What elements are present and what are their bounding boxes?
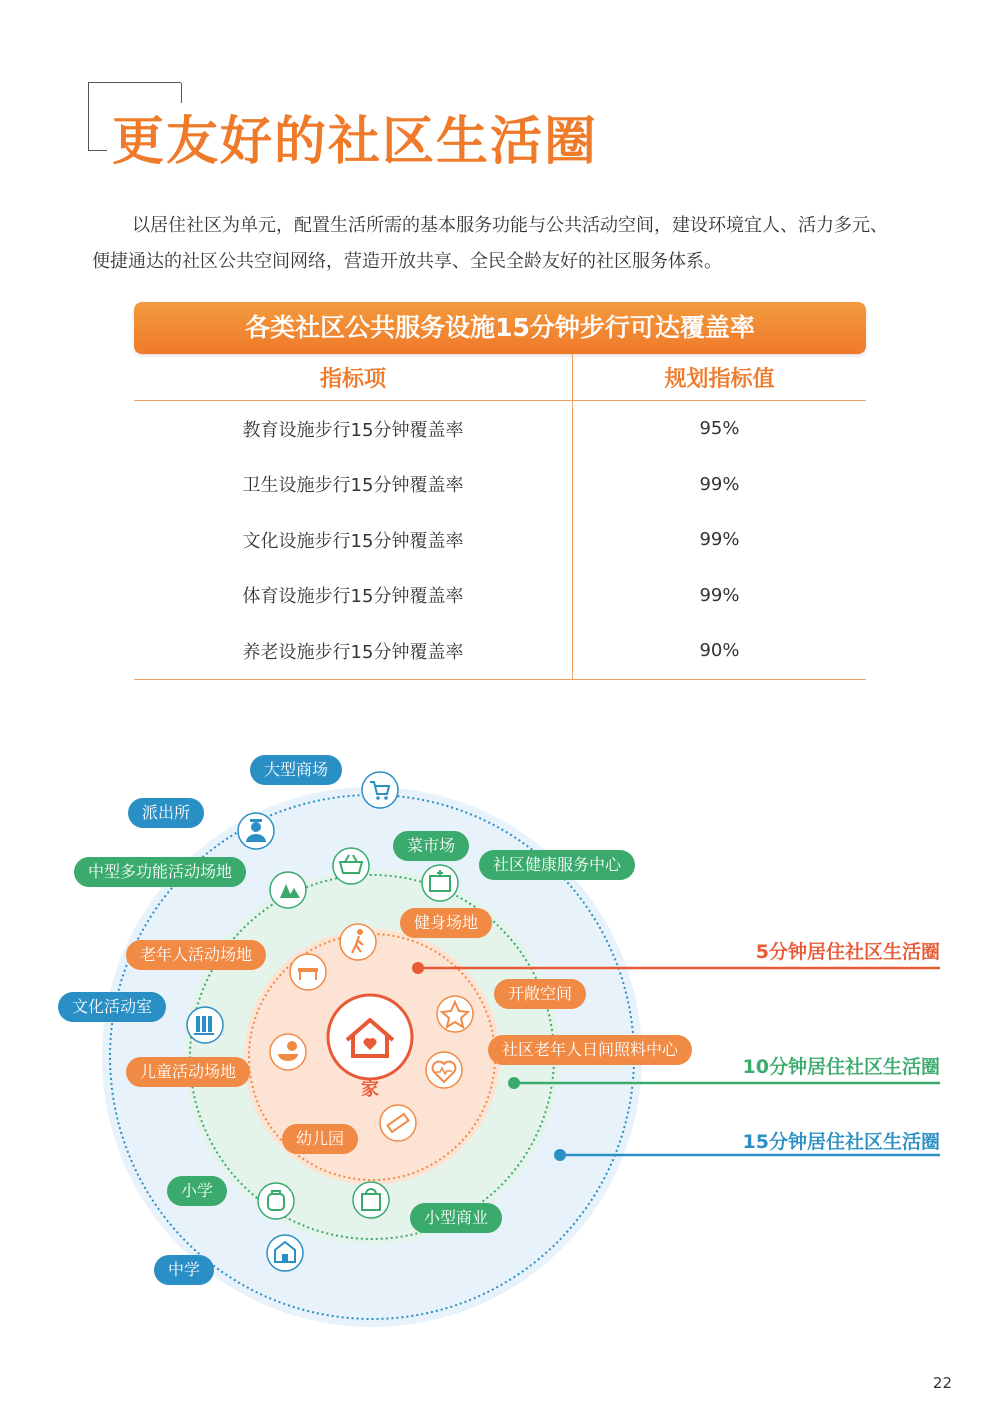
row-item: 教育设施步行15分钟覆盖率 (134, 401, 573, 457)
label-middle-school: 中学 (154, 1255, 214, 1285)
coverage-table (134, 302, 866, 680)
row-item: 体育设施步行15分钟覆盖率 (134, 568, 573, 624)
intro-paragraph: 以居住社区为单元，配置生活所需的基本服务功能与公共活动空间，建设环境宜人、活力多元、便捷通达的社区公共空间网络，营造开放共享、全民全龄友好的社区服务体系。 (92, 215, 888, 272)
basket-icon (333, 848, 369, 884)
hospital-icon (422, 865, 458, 901)
community-life-circle-diagram (0, 730, 1000, 1350)
shopping-bag-icon (353, 1182, 389, 1218)
label-fitness: 健身场地 (400, 908, 492, 938)
label-market: 菜市场 (393, 831, 469, 861)
backpack-icon (258, 1183, 294, 1219)
row-value: 90% (699, 640, 740, 662)
row-value: 95% (699, 418, 740, 440)
ring-label-5min: 5分钟居住社区生活圈 (755, 941, 940, 963)
home-circle (328, 995, 412, 1079)
school-icon (267, 1235, 303, 1271)
police-icon (238, 813, 274, 849)
books-icon (187, 1007, 223, 1043)
label-police: 派出所 (128, 798, 204, 828)
coverage-table-body (134, 354, 866, 680)
label-kindergarten: 幼儿园 (282, 1124, 358, 1154)
ruler-icon (380, 1105, 416, 1141)
ring-label-15min: 15分钟居住社区生活圈 (742, 1131, 940, 1153)
label-small-business: 小型商业 (410, 1203, 502, 1233)
leader-dot-15min (554, 1149, 566, 1161)
page-number: 22 (932, 1374, 952, 1392)
label-culture-room: 文化活动室 (58, 992, 166, 1022)
row-item: 文化设施步行15分钟覆盖率 (134, 512, 573, 568)
leader-dot-10min (508, 1077, 520, 1089)
column-header-value: 规划指标值 (573, 354, 867, 401)
duck-icon (270, 1034, 306, 1070)
home-label: 家 (361, 1079, 379, 1100)
label-health-center: 社区健康服务中心 (479, 850, 635, 880)
page-title: 更友好的社区生活圈 (112, 112, 599, 172)
ring-label-10min: 10分钟居住社区生活圈 (742, 1056, 940, 1078)
row-item: 养老设施步行15分钟覆盖率 (134, 623, 573, 679)
table-row (134, 512, 866, 568)
leader-dot-5min (412, 962, 424, 974)
table-caption: 各类社区公共服务设施15分钟步行可达覆盖率 (134, 302, 866, 354)
heart-pulse-icon (426, 1052, 462, 1088)
table-row (134, 401, 866, 457)
walking-person-icon (340, 924, 376, 960)
trees-icon (270, 872, 306, 908)
label-multi-field: 中型多功能活动场地 (74, 857, 246, 887)
column-header-item: 指标项 (134, 354, 573, 401)
row-value: 99% (699, 473, 740, 495)
row-item: 卫生设施步行15分钟覆盖率 (134, 457, 573, 513)
label-open-space: 开敞空间 (494, 979, 586, 1009)
label-mall: 大型商场 (250, 755, 342, 785)
table-row (134, 457, 866, 513)
label-day-care: 社区老年人日间照料中心 (488, 1035, 692, 1065)
row-value: 99% (699, 584, 740, 606)
label-elderly-field: 老年人活动场地 (126, 940, 266, 970)
row-value: 99% (699, 529, 740, 551)
table-row (134, 568, 866, 624)
bench-icon (290, 954, 326, 990)
cart-icon (362, 772, 398, 808)
label-primary-school: 小学 (167, 1176, 227, 1206)
table-row (134, 623, 866, 679)
open-space-icon (437, 996, 473, 1032)
label-children-field: 儿童活动场地 (126, 1057, 250, 1087)
